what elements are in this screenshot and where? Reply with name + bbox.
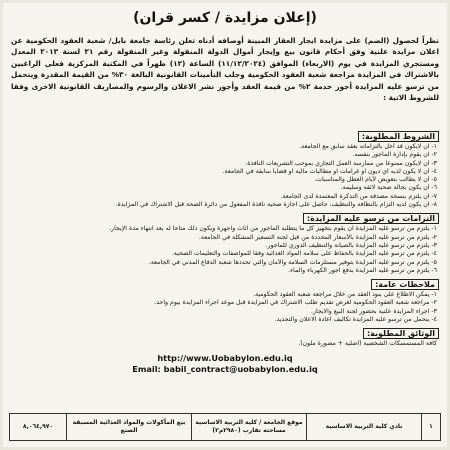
list-item: ٥- يلتزم من ترسو عليه المزايدة بتوفير مستلزمات السلامة والأمان والتي تحددها شعبة الدفاع المدني في الجامعة.: [148, 258, 437, 266]
email-link[interactable]: Email: babil_contract@uobabylon.edu.iq: [132, 363, 318, 374]
cell-purpose: بيع المأكولات والمواد الغذائية المسبقة الصنع: [67, 414, 192, 441]
section-notes: [3, 279, 447, 324]
list-item: ٣- يلتزم من ترسو عليه المزايدة بالصيانة والتنظيف الدوري للمأجور.: [265, 241, 437, 249]
cell-number: ١: [422, 414, 441, 441]
section-obligations: [3, 213, 447, 275]
conditions-list: [3, 143, 447, 209]
list-item: ٤- يلتزم من ترسو عليه المزايدة بالحفاظ على سلامة المواد الغذائية وفقاً للمواصفات والتعليمات الصحية.: [171, 250, 437, 258]
section-heading: الشروط المطلوبة:: [358, 131, 439, 142]
section-documents: [3, 328, 447, 348]
list-item: ٣- ان لايكون ممنوعا من ممارسة العمل التجاري بموجب التشريعات النافذة.: [245, 159, 437, 167]
list-item: ٨- ان يكون لديه التزام بالنظافة والتنظيف، حاصل على اجازة صحية نافذة المفعول من دائرة الصحة قبل الاشتراك في المزايدة.: [115, 201, 437, 209]
section-heading: ملاحظات عامة:: [371, 279, 439, 290]
property-table: [9, 413, 441, 441]
section-heading: الوثائق المطلوبة:: [363, 328, 439, 339]
cell-value: ٨,٠٦٤,٩٧٠: [10, 414, 67, 441]
table-row: [10, 414, 441, 441]
page-title: (إعلان مزايدة / كسر قران): [133, 10, 317, 26]
section-conditions: [3, 131, 447, 209]
intro-paragraph: نظراً لحصول (الضم) على مزايدة ايجار العقار المبينة أوصافه أدناه تعلن رئاسة جامعة بابل/ شعبة العقود الحكومية عن اعلان مزايدة علنية وفق أحكام قانون بيع وإيجار أموال الدولة المنقولة وغير المنقولة رقم ٢١ لسنة ٢٠١٣ المعدل ومستجري المزايدة في يوم (الاربعاء) الموافق (١١/١٢/٢٠٢٤) الساعة (١٢) ظهراً في المكتبة المركزية فعلى الراغبين بالاشتراك في المزايدة مراجعة شعبة العقود الحكومية وجلب التأمينات القانونية البالغة ٣٠% من القيمة المقدرة ويتحمل من ترسو عليه المزايدة أجور خدمة ٢% من قيمة العقد وأجور نشر الاعلان والرسوم والمصاريف القانونية الاخرى وفقا للشروط الاتية :: [11, 36, 439, 103]
list-item: ١- ان لايكون قد أخل بالتزاماته بعقد سابق مع الجامعة.: [299, 143, 437, 150]
list-item: ٤- يتحمل من ترسو عليه المزايدة تكاليف اعادة الاعلان والتجديد.: [274, 316, 437, 324]
list-item: ١- يمكن الاطلاع على بنود العقد من خلال مراجعة شعبة العقود الحكومية.: [253, 291, 437, 299]
obligations-list: [3, 225, 447, 275]
documents-list: [3, 340, 447, 348]
list-item: ٤- ان لا يكون لديه أي ديون او غرامات او مطالبات مالية او قضايا سابقة في الجامعة.: [222, 167, 437, 175]
list-item: ٥- ان لا يطالب بتعويض لأيام العطل والمناسبات.: [314, 176, 437, 184]
list-item: ٣- اجراء المزايدة علنية بحضور لجنة البيع والايجار.: [311, 307, 437, 315]
list-item: ٦- يلتزم من ترسو عليه المزايدة بدفع اجور الكهرباء والماء.: [288, 266, 437, 274]
notes-list: [3, 291, 447, 324]
cell-name: نادي كلية التربية الاساسية: [307, 414, 422, 441]
cell-location: موقع الجامعة / كلية التربية الاساسية مساحته تقارب (٢٩٨٠م٢): [192, 414, 307, 441]
list-item: ١- يلتزم من ترسو عليه المزايدة ان يقوم بتجهيز كل ما يتطلبه المأجور من اثاث واجهزة ويكون ذلك متاحاً له بعد انتهاء مدة الإيجار.: [109, 225, 437, 233]
section-heading: التزامات من ترسو عليه المزايدة:: [303, 213, 439, 224]
website-link[interactable]: http://www.Uobabylon.edu.iq: [157, 352, 293, 363]
list-item: ٧- ان يلتزم بنسخة مصدقة من التذكرة المعتمدة لدى الجامعة.: [280, 192, 437, 200]
list-item: ٢- ان يقوم بإدارة المأجور بنفسه.: [352, 151, 437, 159]
list-item: ٢- مراجعة شعبة العقود الحكومية لغرض تقديم طلب الاشتراك في المزايدة قبل موعد اجراء المزايدة بيوم واحد.: [154, 299, 437, 307]
contact-links: [3, 353, 447, 375]
list-item: ٢- يلتزم من ترسو عليه المزايدة بالأسعار المحددة من قبل لجنة التسعير المشكلة في الجامعة.: [198, 233, 437, 241]
list-item: كافة المستمسكات الشخصية (اصلية + مصورة ملون).: [298, 340, 437, 348]
list-item: ٦- ان يكون بحالة صحية لائقة وسليمة.: [340, 184, 437, 192]
announcement-page: [3, 3, 447, 447]
